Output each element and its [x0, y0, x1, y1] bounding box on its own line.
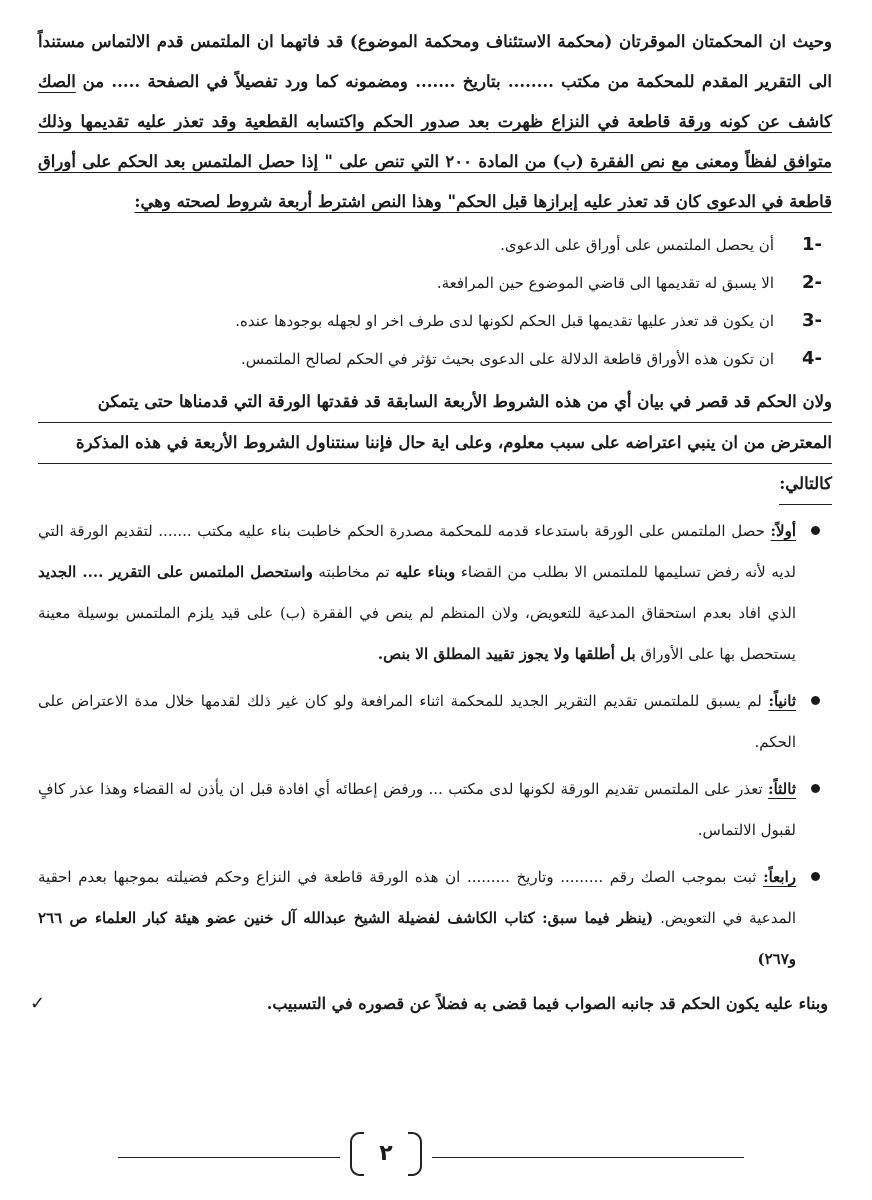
condition-item	[38, 264, 832, 302]
condition-text: الا يسبق له تقديمها الى قاضي الموضوع حين المرافعة.	[436, 274, 774, 292]
condition-item	[38, 302, 832, 340]
condition-text: أن يحصل الملتمس على أوراق على الدعوى.	[500, 236, 774, 254]
argument-text: حصل الملتمس على الورقة باستدعاء قدمه للمحكمة مصدرة الحكم خاطبت بناء عليه مكتب ....... لتقديم الورقة التي لديه لأنه رفض تسليمها للملتمس الا بطلب من القضاء	[38, 522, 796, 581]
closing-text: وبناء عليه يكون الحكم قد جانبه الصواب فيما قضى به فضلاً عن قصوره في التسبيب.	[266, 994, 828, 1013]
bracket-right-icon	[408, 1132, 422, 1176]
argument-bold-text: بل أطلقها ولا يجوز تقييد المطلق الا بنص.	[377, 645, 636, 663]
page-footer	[0, 1132, 872, 1176]
argument-item	[38, 857, 832, 980]
conditions-list	[38, 226, 832, 378]
argument-text: تعذر على الملتمس تقديم الورقة لكونها لدى مكتب ... ورفض إعطائه أي افادة قبل ان يأذن له القضاء وهذا عذر كافٍ لقبول الالتماس.	[38, 780, 796, 839]
condition-text: ان يكون قد تعذر عليها تقديمها قبل الحكم لكونها لدى طرف اخر او لجهله بوجودها عنده.	[235, 312, 774, 330]
condition-number: 3-	[802, 310, 822, 331]
judgment-line: كالتالي:	[779, 464, 832, 505]
argument-bold-text: (ينظر فيما سبق: كتاب الكاشف لفضيلة الشيخ عبدالله آل خنين عضو هيئة كبار العلماء ص ٢٦٦ و٢٦٧)	[38, 909, 796, 968]
arguments-list	[38, 511, 832, 980]
footer-rule-left	[118, 1157, 340, 1158]
argument-item	[38, 681, 832, 763]
judgment-line: ولان الحكم قد قصر في بيان أي من هذه الشروط الأربعة السابقة قد فقدتها الورقة التي قدمناها حتى يتمكن	[38, 382, 832, 423]
argument-lead: ثانياً:	[768, 692, 796, 710]
argument-text: لم يسبق للملتمس تقديم التقرير الجديد للمحكمة اثناء المرافعة ولو كان غير ذلك لقدمها خلال مدة الاعتراض على الحكم.	[38, 692, 796, 751]
footer-rule-right	[432, 1157, 744, 1158]
bullet-icon	[811, 784, 820, 793]
intro-paragraph	[38, 22, 832, 226]
bullet-icon	[811, 696, 820, 705]
condition-number: 2-	[802, 272, 822, 293]
page-number-box	[350, 1132, 422, 1176]
condition-text: ان تكون هذه الأوراق قاطعة الدلالة على الدعوى بحيث تؤثر في الحكم لصالح الملتمس.	[241, 350, 774, 368]
argument-item	[38, 511, 832, 675]
argument-lead: أولاً:	[770, 522, 796, 540]
intro-text: وحيث ان المحكمتان الموقرتان (محكمة الاستئناف ومحكمة الموضوع) قد فاتهما ان الملتمس قدم الالتماس مستنداً الى التقرير المقدم للمحكمة من مكتب ........ بتاريخ ....... ومضمونه كما ورد تفصيلاً في الصفحة ..... من	[38, 32, 832, 91]
argument-lead: رابعاً:	[763, 868, 796, 886]
argument-lead: ثالثاً:	[768, 780, 796, 798]
closing-statement	[30, 986, 832, 1022]
argument-item	[38, 769, 832, 851]
condition-number: 1-	[802, 234, 822, 255]
condition-item	[38, 340, 832, 378]
intro-underlined-text: الصك كاشف عن كونه ورقة قاطعة في النزاع ظهرت بعد صدور الحكم واكتسابه القطعية وقد تعذر عليه تقديمها وذلك متوافق لفظاً ومعنى مع نص الفقرة (ب) من المادة ٢٠٠ التي تنص على " إذا حصل الملتمس بعد الحكم على أوراق قاطعة في الدعوى كان قد تعذر عليه إبرازها قبل الحكم" وهذا النص اشترط أربعة شروط لصحته وهي:	[38, 72, 833, 211]
argument-bold-text: واستحصل الملتمس على التقرير .... الجديد	[38, 563, 313, 581]
condition-item	[38, 226, 832, 264]
judgment-line: المعترض من ان ينبي اعتراضه على سبب معلوم، وعلى اية حال فإننا سنتناول الشروط الأربعة في هذه المذكرة	[38, 423, 832, 464]
bracket-left-icon	[350, 1132, 364, 1176]
page-number: ٢	[379, 1141, 393, 1166]
judgment-paragraph	[38, 382, 832, 505]
condition-number: 4-	[802, 348, 822, 369]
argument-text: الذي افاد بعدم استحقاق المدعية للتعويض، ولان المنظم لم ينص في الفقرة (ب) على قيد يلزم الملتمس بوسيلة معينة يستحصل بها على الأوراق	[38, 604, 796, 663]
bullet-icon	[811, 526, 820, 535]
argument-text: تم مخاطبته	[312, 563, 396, 581]
argument-text: ثبت بموجب الصك رقم ......... وتاريخ ......... ان هذه الورقة قاطعة في النزاع وحكم فضيلته بموجبها بعدم احقية المدعية في التعويض.	[38, 868, 796, 927]
check-mark-icon: ✓	[30, 993, 46, 1014]
bullet-icon	[811, 872, 820, 881]
argument-bold-text: وبناء عليه	[395, 563, 456, 581]
